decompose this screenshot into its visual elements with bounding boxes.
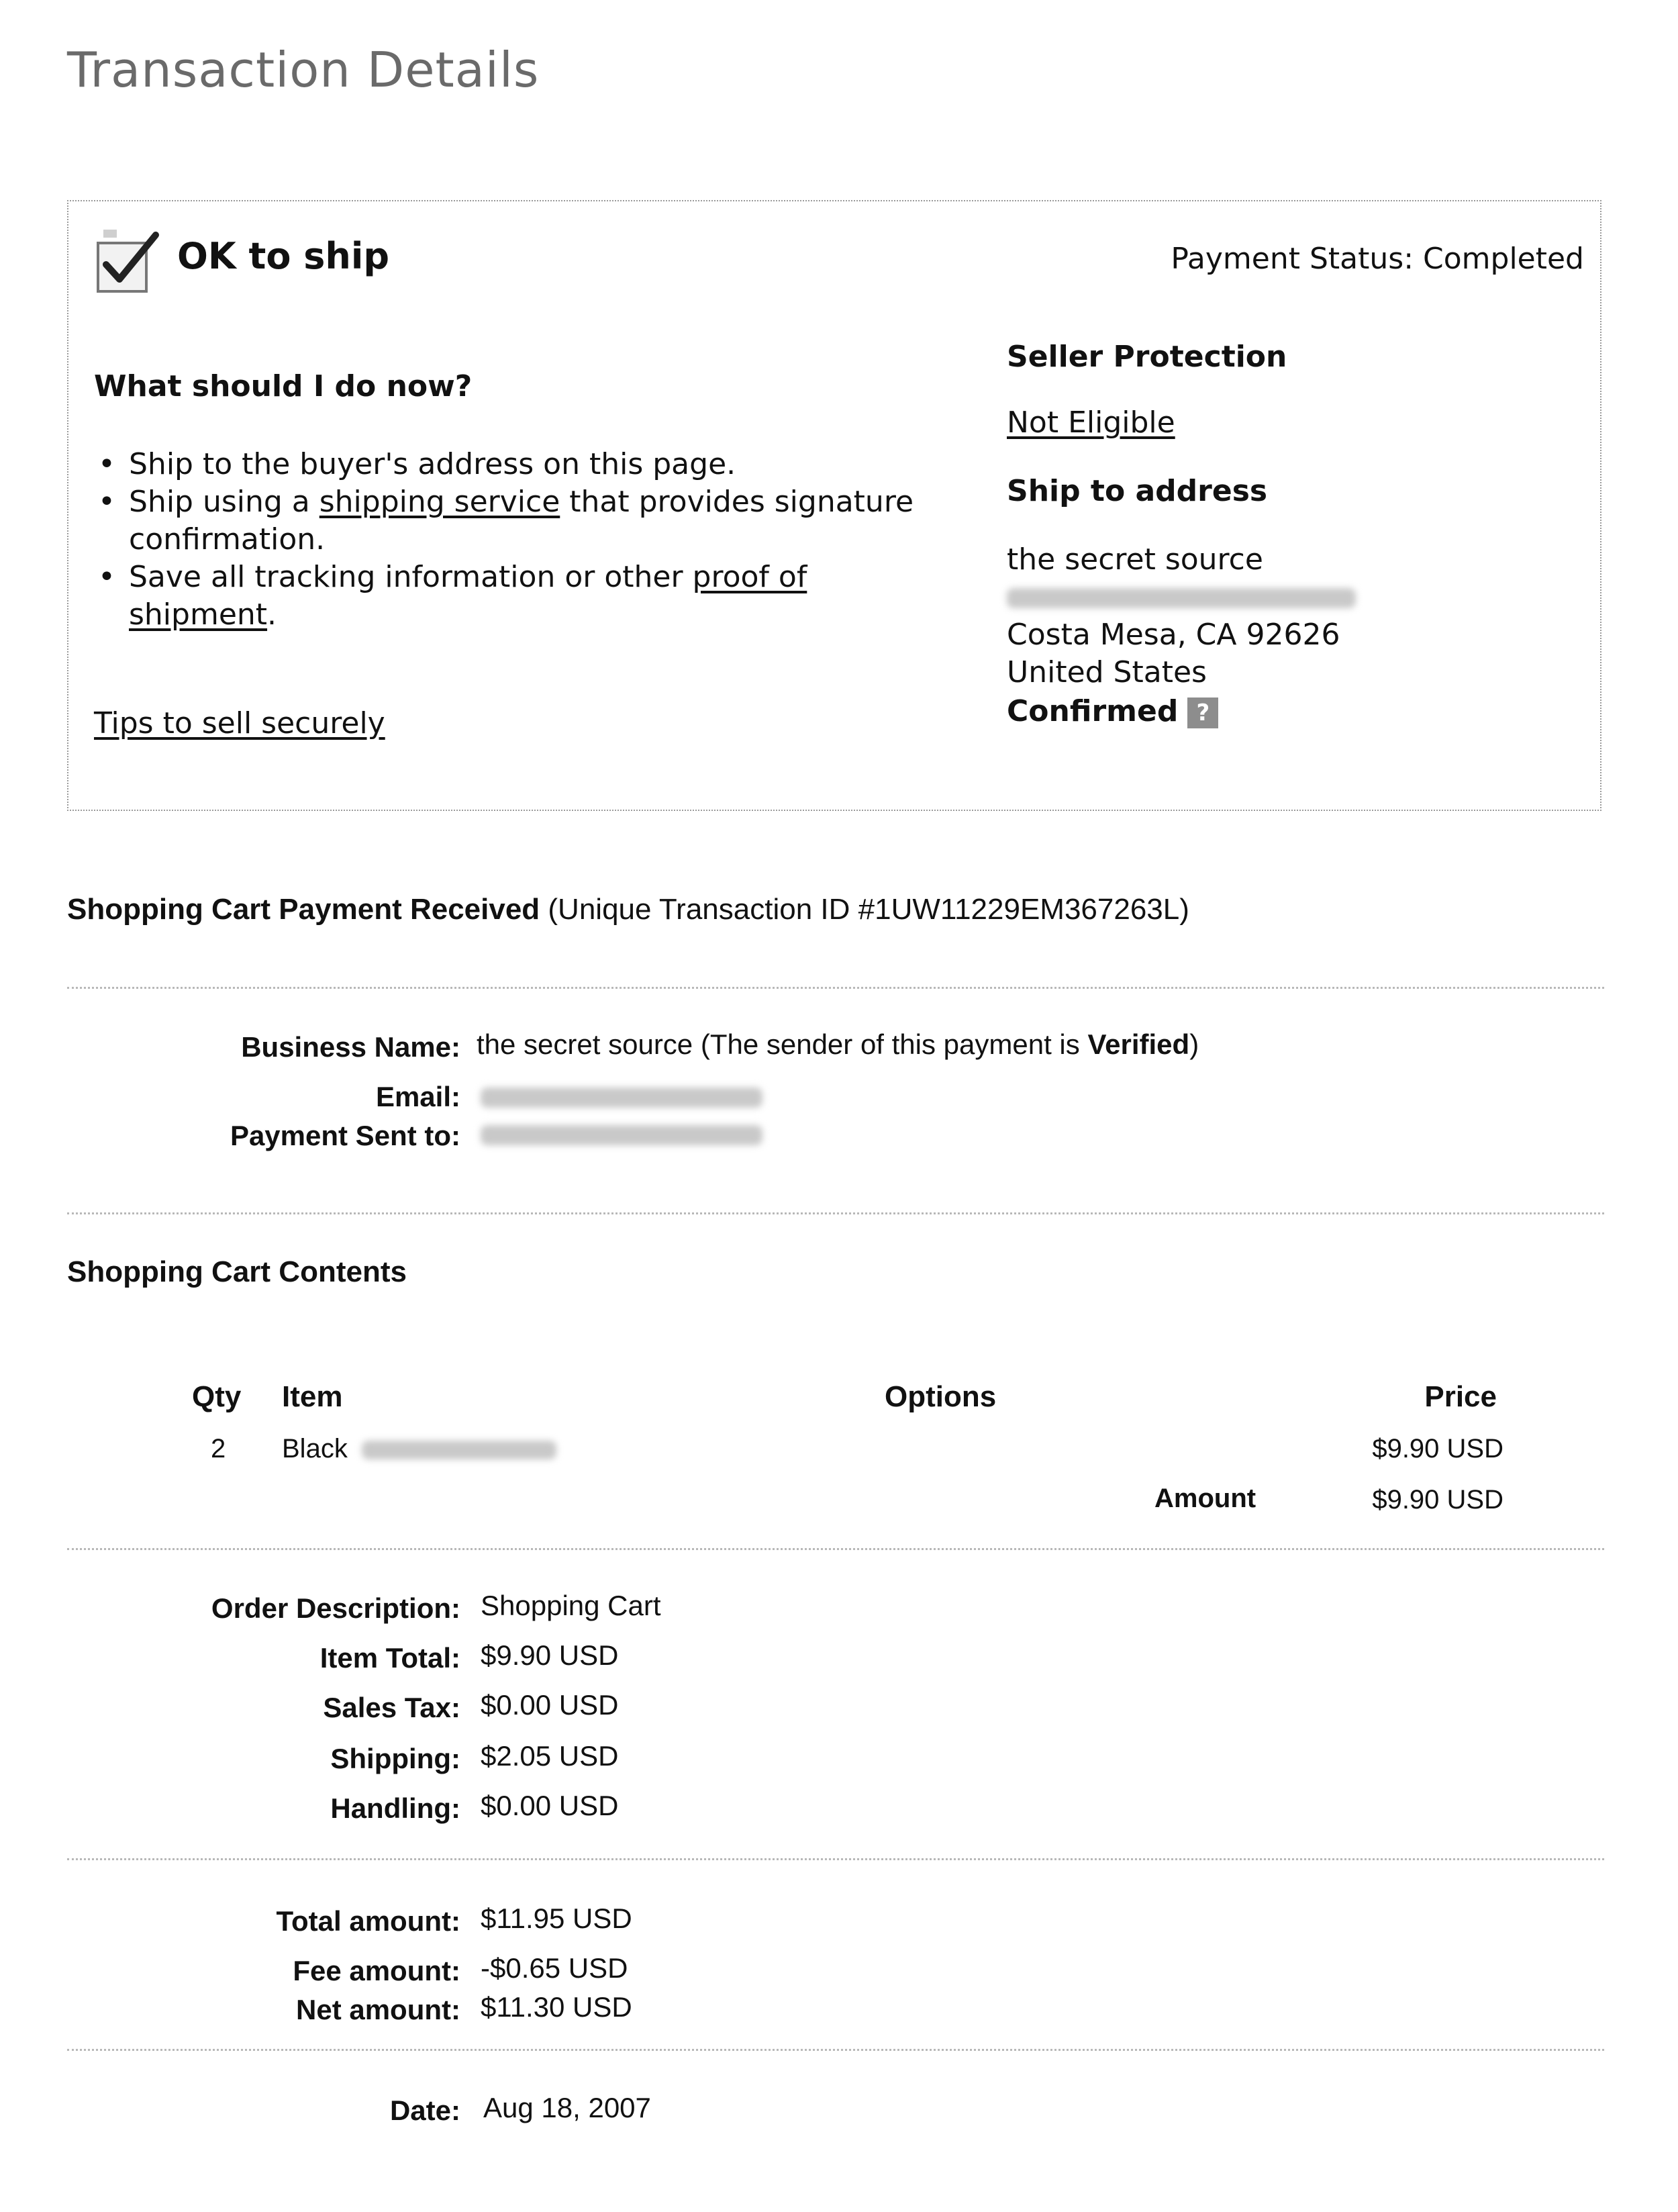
divider <box>67 1858 1604 1860</box>
col-options-header: Options <box>885 1380 997 1413</box>
date-value: Aug 18, 2007 <box>483 2092 651 2123</box>
business-name-text: the secret source (The sender of this payment is <box>477 1028 1088 1060</box>
business-name-value <box>477 1028 1199 1061</box>
ship-to-address <box>1007 541 1356 730</box>
instruction-text: that provides signature confirmation. <box>129 485 914 557</box>
instruction-text: Save all tracking information or other <box>129 560 693 594</box>
fee-amount-label: Fee amount: <box>293 1955 460 1986</box>
total-amount-label: Total amount: <box>276 1905 460 1937</box>
instruction-text: . <box>267 597 277 632</box>
seller-protection-heading: Seller Protection <box>1007 340 1287 374</box>
total-amount-value: $11.95 USD <box>481 1903 632 1934</box>
question-help-icon[interactable]: ? <box>1187 698 1218 728</box>
sales-tax-label: Sales Tax: <box>323 1692 460 1723</box>
shipping-label: Shipping: <box>330 1743 460 1774</box>
col-price-header: Price <box>1424 1380 1497 1413</box>
item-total-value: $9.90 USD <box>481 1639 619 1671</box>
instruction-text: Ship to the buyer's address on this page. <box>129 447 736 481</box>
amount-value: $9.90 USD <box>1372 1485 1503 1514</box>
payment-received-header <box>67 893 1189 926</box>
divider <box>67 1548 1604 1550</box>
address-street-redacted <box>1007 579 1356 616</box>
handling-value: $0.00 USD <box>481 1790 619 1821</box>
handling-label: Handling: <box>330 1792 460 1824</box>
order-description-label: Order Description: <box>211 1592 460 1624</box>
instruction-list <box>94 446 934 634</box>
fee-amount-value: -$0.65 USD <box>481 1952 628 1984</box>
what-to-do-heading: What should I do now? <box>94 369 473 403</box>
amount-label: Amount <box>1154 1484 1256 1513</box>
cart-contents-heading: Shopping Cart Contents <box>67 1255 407 1288</box>
order-description-value: Shopping Cart <box>481 1590 661 1621</box>
payment-received-title: Shopping Cart Payment Received <box>67 893 540 926</box>
tips-to-sell-securely-link[interactable]: Tips to sell securely <box>94 706 385 740</box>
address-city: Costa Mesa, CA 92626 <box>1007 618 1340 652</box>
page-title: Transaction Details <box>67 42 540 98</box>
instruction-item <box>129 446 934 483</box>
instruction-text: Ship using a <box>129 485 319 519</box>
business-name-label: Business Name: <box>241 1031 460 1063</box>
item-total-label: Item Total: <box>319 1642 460 1674</box>
payment-sent-to-label: Payment Sent to: <box>230 1120 460 1151</box>
shipping-value: $2.05 USD <box>481 1740 619 1772</box>
net-amount-value: $11.30 USD <box>481 1991 632 2023</box>
row-price: $9.90 USD <box>1372 1434 1503 1463</box>
divider <box>67 987 1604 989</box>
ship-to-heading: Ship to address <box>1007 474 1268 508</box>
row-item <box>282 1434 556 1464</box>
payment-sent-to-redacted <box>481 1125 762 1145</box>
item-name-redacted <box>362 1441 556 1459</box>
address-status-row <box>1007 693 1356 730</box>
email-redacted <box>481 1088 762 1108</box>
verified-status: Verified <box>1087 1028 1190 1060</box>
net-amount-label: Net amount: <box>296 1994 460 2025</box>
transaction-id: (Unique Transaction ID #1UW11229EM367263L) <box>548 893 1189 926</box>
row-qty: 2 <box>211 1434 226 1463</box>
sales-tax-value: $0.00 USD <box>481 1689 619 1721</box>
seller-protection-status-link[interactable]: Not Eligible <box>1007 405 1175 440</box>
col-qty-header: Qty <box>192 1380 242 1413</box>
ok-to-ship-label: OK to ship <box>177 235 390 277</box>
business-name-close: ) <box>1189 1028 1199 1060</box>
shipping-service-link[interactable]: shipping service <box>319 485 560 519</box>
divider <box>67 2049 1604 2051</box>
checkbox-checkmark-icon <box>94 223 161 295</box>
address-confirmed: Confirmed <box>1007 694 1179 728</box>
date-label: Date: <box>389 2095 460 2126</box>
instruction-item <box>129 483 934 559</box>
row-item-text: Black <box>282 1434 348 1463</box>
address-name: the secret source <box>1007 542 1263 577</box>
instruction-item <box>129 559 934 634</box>
payment-status: Payment Status: Completed <box>1171 242 1584 276</box>
proof-of-shipment-link[interactable]: proof of shipment <box>129 560 807 632</box>
divider <box>67 1212 1604 1214</box>
address-country: United States <box>1007 655 1207 689</box>
email-label: Email: <box>375 1081 460 1112</box>
col-item-header: Item <box>282 1380 343 1413</box>
